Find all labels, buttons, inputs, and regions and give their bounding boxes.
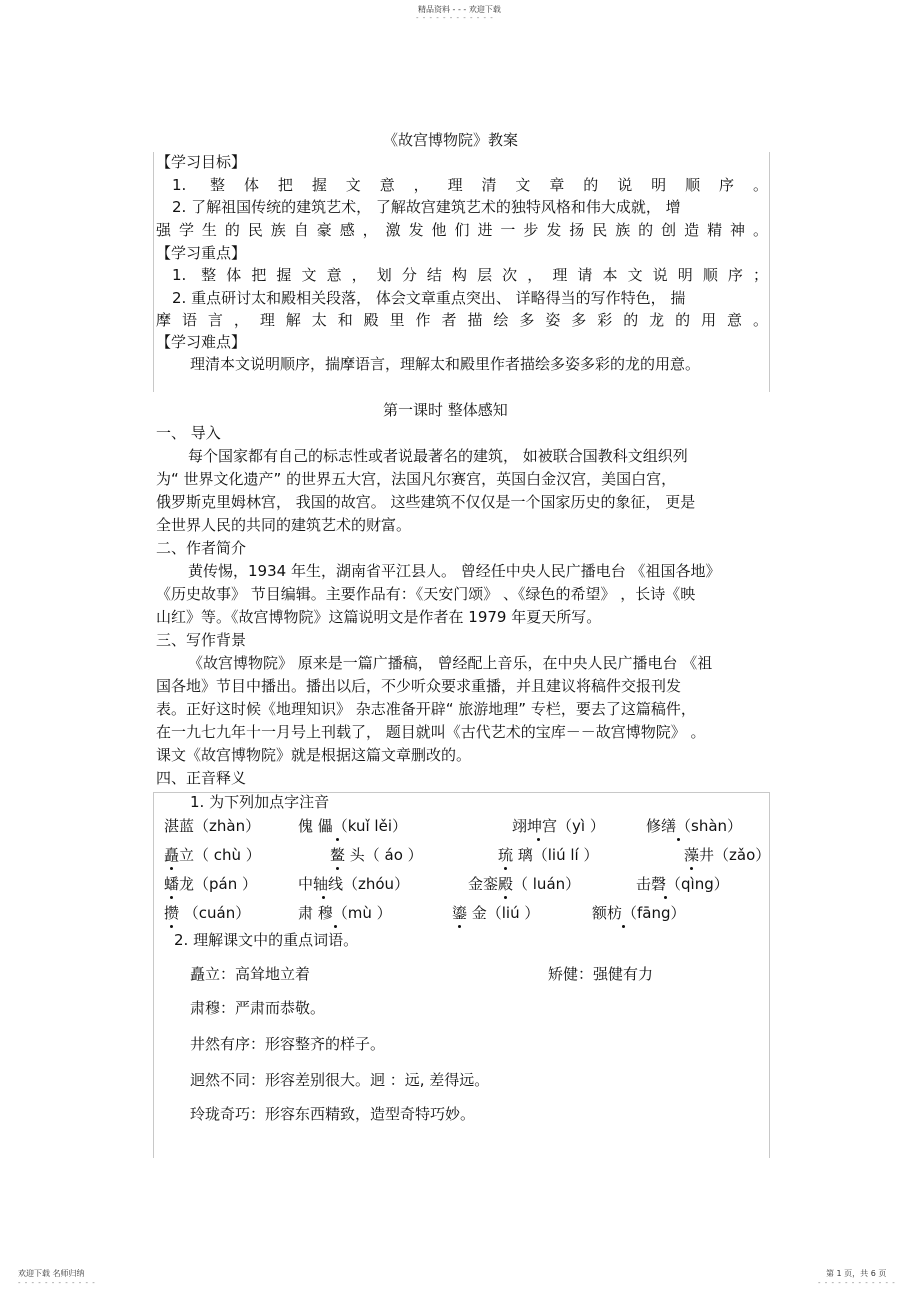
- emphasis-dot: [170, 925, 173, 928]
- emphasis-dot: [690, 867, 693, 870]
- section-2-heading: 二、作者简介: [156, 539, 247, 557]
- footer-right-dashes: - - - - - - - - - - - -: [818, 1279, 896, 1287]
- frame-right-1: [769, 152, 770, 392]
- goals-line-2a: 2. 了解祖国传统的建筑艺术， 了解故宫建筑艺术的独特风格和伟大成就， 增: [172, 198, 681, 216]
- pinyin-cell: 金銮殿（ luán）: [468, 875, 581, 893]
- goals-line-2b: 强学生的民族自豪感，激发他们进一步发扬民族的创造精神。: [156, 221, 768, 239]
- pinyin-cell: 额枋（fāng）: [592, 904, 686, 922]
- section-1-para-2: 为“ 世界文化遗产” 的世界五大宫，法国凡尔赛宫，英国白金汉宫，美国白宫，: [156, 470, 677, 488]
- pinyin-question: 1. 为下列加点字注音: [190, 793, 330, 811]
- section-3-para-5: 课文《故宫博物院》就是根据这篇文章删改的。: [156, 746, 472, 764]
- emphasis-dot: [504, 867, 507, 870]
- section-3-para-1: 《故宫博物院》 原来是一篇广播稿， 曾经配上音乐，在中央人民广播电台 《祖: [188, 654, 713, 672]
- emphasis-dot: [336, 867, 339, 870]
- difficulty-line-1: 理清本文说明顺序，揣摩语言，理解太和殿里作者描绘多姿多彩的龙的用意。: [190, 355, 701, 373]
- pinyin-cell: 中轴线（zhóu）: [298, 875, 410, 893]
- keypoints-line-2a: 2. 重点研讨太和殿相关段落， 体会文章重点突出、 详略得当的写作特色， 揣: [172, 289, 686, 307]
- footer-left-dashes: - - - - - - - - - - - -: [18, 1279, 96, 1287]
- section-4-heading: 四、正音释义: [156, 769, 247, 787]
- pinyin-cell: 修缮（shàn）: [646, 817, 743, 835]
- page-header-dashes: - - - - - - - - - - - -: [416, 14, 494, 22]
- pinyin-cell: 翊坤宫（yì ）: [512, 817, 605, 835]
- keypoints-line-2b: 摩语言，理解太和殿里作者描绘多姿多彩的龙的用意。: [156, 311, 768, 329]
- footer-page-number: 第 1 页，共 6 页: [826, 1269, 887, 1278]
- pinyin-cell: 击磬（qìng）: [636, 875, 729, 893]
- goals-heading: 【学习目标】: [156, 153, 247, 171]
- page-header: 精品资料 - - - 欢迎下载: [418, 5, 501, 14]
- vocab-def: 井然有序：形容整齐的样子。: [190, 1035, 386, 1053]
- emphasis-dot: [336, 838, 339, 841]
- vocab-def: 肃穆：严肃而恭敬。: [190, 999, 326, 1017]
- section-3-heading: 三、写作背景: [156, 631, 247, 649]
- vocab-def: 迥然不同：形容差别很大。迥 ：远, 差得远。: [190, 1071, 490, 1089]
- section-1-para-4: 全世界人民的共同的建筑艺术的财富。: [156, 516, 412, 534]
- keypoints-line-1: 1. 整体把握文意，划分结构层次，理请本文说明顺序；: [172, 266, 768, 284]
- pinyin-cell: 藻井（zǎo）: [684, 846, 771, 864]
- section-2-para-2: 《历史故事》 节目编辑。主要作品有：《天安门颂》 、《绿色的希望》 ，长诗《映: [156, 585, 696, 603]
- emphasis-dot: [458, 925, 461, 928]
- emphasis-dot: [622, 925, 625, 928]
- section-1-para-1: 每个国家都有自己的标志性或者说最著名的建筑， 如被联合国教科文组织列: [188, 447, 688, 465]
- pinyin-cell: 傀 儡（kuǐ lěi）: [298, 817, 407, 835]
- emphasis-dot: [664, 896, 667, 899]
- emphasis-dot: [504, 896, 507, 899]
- emphasis-dot: [170, 896, 173, 899]
- section-3-para-3: 表。正好这时候《地理知识》 杂志准备开辟“ 旅游地理” 专栏，要去了这篇稿件，: [156, 700, 696, 718]
- lesson-1-title: 第一课时 整体感知: [383, 401, 508, 419]
- vocab-question: 2. 理解课文中的重点词语。: [174, 931, 359, 949]
- pinyin-cell: 肃 穆（mù ）: [298, 904, 392, 922]
- pinyin-cell: 蟠龙（pán ）: [164, 875, 257, 893]
- frame-left-1: [153, 152, 154, 392]
- pinyin-cell: 湛蓝（zhàn）: [164, 817, 261, 835]
- emphasis-dot: [170, 867, 173, 870]
- pinyin-cell: 鎏 金（liú ）: [452, 904, 540, 922]
- emphasis-dot: [537, 838, 540, 841]
- vocab-def: 矫健：强健有力: [548, 965, 654, 983]
- section-2-para-3: 山红》等。《故宫博物院》这篇说明文是作者在 1979 年夏天所写。: [156, 608, 602, 626]
- frame-left-2: [153, 792, 154, 1158]
- pinyin-cell: 矗立（ chù ）: [164, 846, 261, 864]
- pinyin-cell: 鳌 头（ áo ）: [330, 846, 423, 864]
- emphasis-dot: [322, 896, 325, 899]
- vocab-def: 矗立：高耸地立着: [190, 965, 311, 983]
- keypoints-heading: 【学习重点】: [156, 244, 247, 262]
- document-title: 《故宫博物院》教案: [383, 131, 519, 149]
- difficulty-heading: 【学习难点】: [156, 333, 247, 351]
- pinyin-cell: 攒 （cuán）: [164, 904, 251, 922]
- section-3-para-4: 在一九七九年十一月号上刊载了， 题目就叫《古代艺术的宝库－－故宫博物院》 。: [156, 723, 706, 741]
- goals-line-1: 1. 整体把握文意，理清文章的说明顺序。: [172, 176, 768, 194]
- emphasis-dot: [334, 925, 337, 928]
- emphasis-dot: [677, 838, 680, 841]
- pinyin-cell: 琉 璃（liú lí ）: [498, 846, 599, 864]
- section-3-para-2: 国各地》节目中播出。播出以后，不少听众要求重播，并且建议将稿件交报刊发: [156, 677, 682, 695]
- section-1-para-3: 俄罗斯克里姆林宫， 我国的故宫。 这些建筑不仅仅是一个国家历史的象征， 更是: [156, 493, 696, 511]
- vocab-def: 玲珑奇巧：形容东西精致，造型奇特巧妙。: [190, 1105, 476, 1123]
- section-1-heading: 一、 导入: [156, 424, 221, 442]
- footer-left: 欢迎下载 名师归纳: [18, 1269, 85, 1278]
- section-2-para-1: 黄传惕，1934 年生，湖南省平江县人。 曾经任中央人民广播电台 《祖国各地》: [188, 562, 721, 580]
